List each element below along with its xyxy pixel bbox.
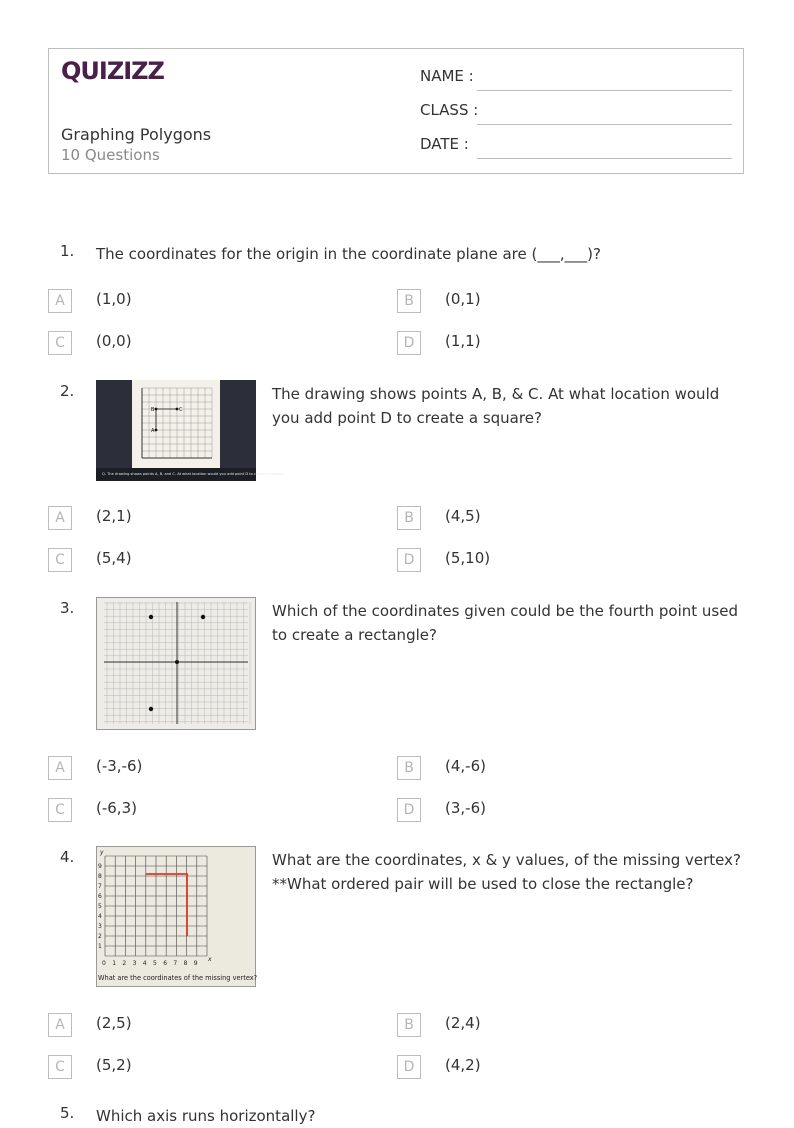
option-text: (1,0) [96, 290, 132, 308]
y-axis-label: y [100, 849, 104, 856]
option-letter: D [397, 798, 421, 822]
option-text: (0,0) [96, 332, 132, 350]
x-axis-label: x [208, 956, 212, 963]
question-text: The coordinates for the origin in the coordinate plane are (___,___)? [96, 245, 601, 263]
image-caption: What are the coordinates of the missing vertex? [98, 974, 258, 982]
date-field[interactable] [420, 135, 732, 159]
point-label-a: A [151, 428, 155, 434]
tick-label: 6 [98, 893, 102, 900]
tick-label: 1 [112, 960, 117, 967]
option-letter: D [397, 1055, 421, 1079]
option-letter: A [48, 756, 72, 780]
option-text: (4,5) [445, 507, 481, 525]
tick-label: 9 [98, 863, 102, 870]
rectangle-points-graph-image [96, 597, 256, 730]
option-text: (5,10) [445, 549, 491, 567]
option-text: (5,4) [96, 549, 132, 567]
image-caption: Q. The drawing shows points A, B, and C. At what location would you add point D to create a square? [102, 472, 285, 476]
tick-label: 6 [163, 960, 168, 967]
tick-label: 7 [98, 883, 102, 890]
question-text: Which axis runs horizontally? [96, 1107, 316, 1125]
question-text: What are the coordinates, x & y values, of the missing vertex? **What ordered pair will be used to close the rectangle? [272, 851, 741, 893]
option-text: (2,1) [96, 507, 132, 525]
quizizz-logo: QUIZIZZ [61, 57, 164, 85]
option-text: (2,4) [445, 1014, 481, 1032]
tick-label: 1 [98, 943, 102, 950]
tick-label: 0 [102, 960, 106, 967]
points-graph-image [96, 380, 285, 481]
question-image [96, 380, 285, 481]
tick-label: 2 [122, 960, 127, 967]
tick-label: 9 [193, 960, 198, 967]
option-text: (2,5) [96, 1014, 132, 1032]
option-letter: B [397, 1013, 421, 1037]
tick-label: 8 [98, 873, 102, 880]
question-number: 2. [60, 382, 75, 400]
option-letter: A [48, 506, 72, 530]
worksheet-header [48, 48, 744, 174]
date-label: DATE : [420, 135, 469, 153]
date-line [477, 158, 732, 159]
option-letter: C [48, 548, 72, 572]
name-field[interactable] [420, 67, 732, 91]
missing-vertex-graph-image [96, 846, 256, 987]
option-text: (-3,-6) [96, 757, 143, 775]
option-text: (4,-6) [445, 757, 486, 775]
option-text: (3,-6) [445, 799, 486, 817]
tick-label: 5 [98, 903, 102, 910]
option-letter: A [48, 289, 72, 313]
tick-label: 7 [173, 960, 178, 967]
question-image [96, 846, 256, 987]
option-letter: C [48, 1055, 72, 1079]
option-letter: D [397, 331, 421, 355]
point-label-b: B [151, 407, 155, 413]
question-number: 3. [60, 599, 75, 617]
tick-label: 3 [98, 923, 102, 930]
name-line [477, 90, 732, 91]
option-letter: B [397, 506, 421, 530]
tick-label: 3 [132, 960, 137, 967]
question-image [96, 597, 256, 730]
class-field[interactable] [420, 101, 732, 125]
question-text: Which of the coordinates given could be the fourth point used to create a rectangle? [272, 602, 738, 644]
question-count: 10 Questions [61, 146, 160, 164]
question-number: 4. [60, 848, 75, 866]
option-text: (1,1) [445, 332, 481, 350]
point-label-c: C [179, 407, 183, 413]
tick-label: 4 [142, 960, 147, 967]
option-letter: D [397, 548, 421, 572]
option-text: (-6,3) [96, 799, 137, 817]
option-text: (4,2) [445, 1056, 481, 1074]
option-text: (0,1) [445, 290, 481, 308]
question-text: The drawing shows points A, B, & C. At what location would you add point D to create a square? [272, 385, 720, 427]
option-text: (5,2) [96, 1056, 132, 1074]
option-letter: B [397, 289, 421, 313]
worksheet-title: Graphing Polygons [61, 125, 212, 144]
name-label: NAME : [420, 67, 474, 85]
tick-label: 5 [153, 960, 157, 967]
question-number: 5. [60, 1104, 75, 1122]
class-line [477, 124, 732, 125]
option-letter: C [48, 798, 72, 822]
class-label: CLASS : [420, 101, 479, 119]
question-number: 1. [60, 242, 75, 260]
option-letter: B [397, 756, 421, 780]
tick-label: 8 [183, 960, 188, 967]
option-letter: A [48, 1013, 72, 1037]
option-letter: C [48, 331, 72, 355]
tick-label: 4 [98, 913, 102, 920]
tick-label: 2 [98, 933, 102, 940]
